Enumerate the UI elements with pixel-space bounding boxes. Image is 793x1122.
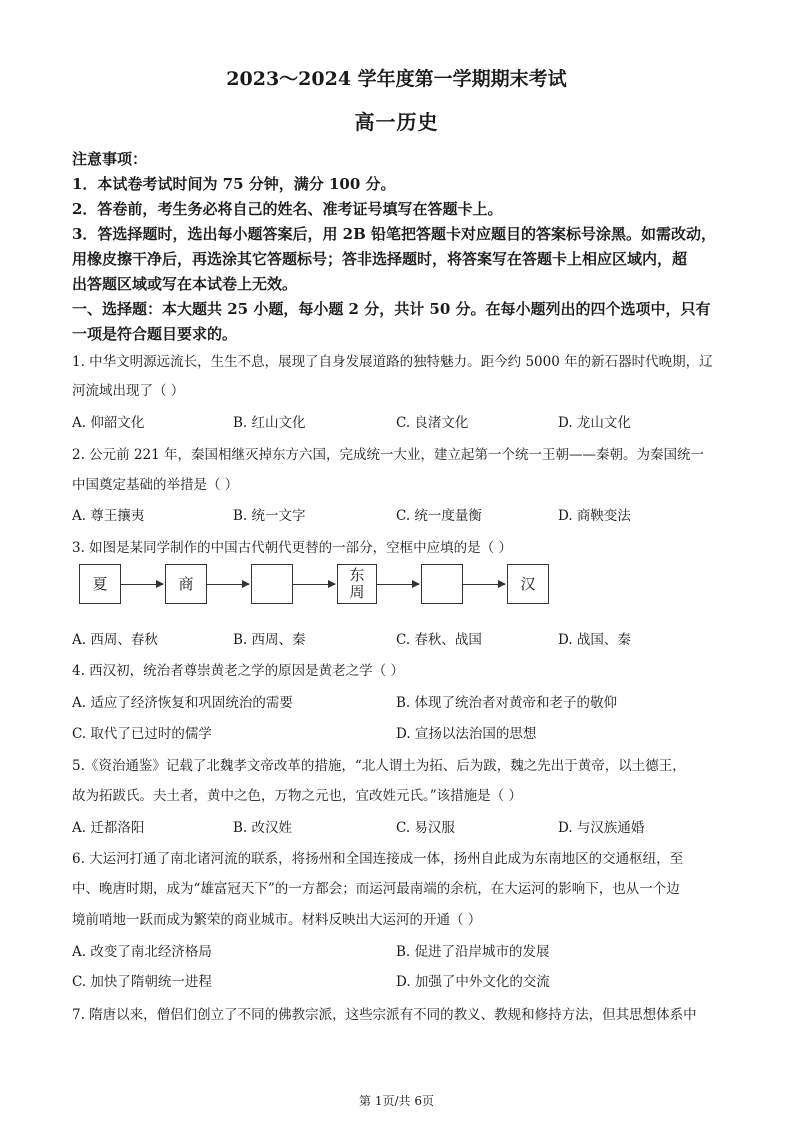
- question-1-option-b: B. 红山文化: [233, 415, 306, 431]
- exam-title: 2023～2024 学年度第一学期期末考试: [226, 68, 567, 90]
- flow-box-dongzhou: 东周: [337, 564, 377, 604]
- question-5-option-d: D. 与汉族通婚: [558, 820, 645, 836]
- page-footer: 第 1页/共 6页: [359, 1094, 434, 1108]
- question-3-option-d: D. 战国、秦: [558, 632, 631, 648]
- flow-box-blank-2: [421, 564, 463, 604]
- question-7-stem: 7. 隋唐以来，僧侣们创立了不同的佛教宗派，这些宗派有不同的教义、教规和修持方法，但其思想体系中: [72, 1007, 697, 1023]
- question-2-option-b: B. 统一文字: [233, 508, 306, 524]
- question-3-stem: 3. 如图是某同学制作的中国古代朝代更替的一部分，空框中应填的是（ ）: [72, 540, 512, 556]
- question-6-option-a: A. 改变了南北经济格局: [72, 944, 212, 960]
- question-5-option-c: C. 易汉服: [396, 820, 455, 836]
- question-5-option-b: B. 改汉姓: [233, 820, 293, 836]
- question-4-stem: 4. 西汉初，统治者尊崇黄老之学的原因是黄老之学（ ）: [72, 663, 404, 679]
- question-6-option-d: D. 加强了中外文化的交流: [396, 974, 550, 990]
- flow-box-xia: 夏: [79, 564, 121, 604]
- question-1-option-a: A. 仰韶文化: [72, 415, 145, 431]
- question-2-stem: 中国奠定基础的举措是（ ）: [72, 477, 239, 493]
- question-6-stem: 中、晚唐时期，成为“雄富冠天下”的一方都会；而运河最南端的余杭，在大运河的影响下，也从一个边: [72, 881, 680, 897]
- dynasty-flow-diagram: [79, 564, 549, 606]
- question-2-stem: 2. 公元前 221 年，秦国相继灭掉东方六国，完成统一大业，建立起第一个统一王朝——秦朝。为秦国统一: [72, 447, 705, 463]
- flow-arrow: [293, 584, 335, 585]
- notes-line: 1．本试卷考试时间为 75 分钟，满分 100 分。: [72, 175, 396, 193]
- question-3-option-c: C. 春秋、战国: [396, 632, 482, 648]
- question-1-option-d: D. 龙山文化: [558, 415, 631, 431]
- question-6-stem: 境前哨地一跃而成为繁荣的商业城市。材料反映出大运河的开通（ ）: [72, 912, 482, 928]
- question-4-option-c: C. 取代了已过时的儒学: [72, 726, 212, 742]
- question-2-option-a: A. 尊王攘夷: [72, 508, 145, 524]
- question-3-option-b: B. 西周、秦: [233, 632, 306, 648]
- flow-box-blank-1: [251, 564, 293, 604]
- question-3-option-a: A. 西周、春秋: [72, 632, 158, 648]
- flow-box-han: 汉: [507, 564, 549, 604]
- question-1-stem: 河流域出现了（ ）: [72, 383, 185, 399]
- notes-line: 3．答选择题时，选出每小题答案后，用 2B 铅笔把答题卡对应题目的答案标号涂黑。如需改动，: [72, 225, 717, 243]
- flow-arrow: [377, 584, 419, 585]
- flow-arrow: [207, 584, 249, 585]
- notes-line: 2．答卷前，考生务必将自己的姓名、准考证号填写在答题卡上。: [72, 200, 503, 218]
- question-1-stem: 1. 中华文明源远流长，生生不息，展现了自身发展道路的独特魅力。距今约 5000 年的新石器时代晚期，辽: [72, 354, 713, 370]
- question-4-option-b: B. 体现了统治者对黄帝和老子的敬仰: [396, 695, 618, 711]
- flow-arrow: [121, 584, 163, 585]
- notes-line: 用橡皮擦干净后，再选涂其它答题标号；答非选择题时，将答案写在答题卡上相应区域内，超: [72, 250, 688, 268]
- question-6-stem: 6. 大运河打通了南北诸河流的联系，将扬州和全国连接成一体，扬州自此成为东南地区的交通枢纽，至: [72, 851, 684, 867]
- question-2-option-c: C. 统一度量衡: [396, 508, 482, 524]
- section-heading: 一项是符合题目要求的。: [72, 325, 238, 343]
- question-4-option-a: A. 适应了经济恢复和巩固统治的需要: [72, 695, 293, 711]
- question-5-stem: 5.《资治通鉴》记载了北魏孝文帝改革的措施，“北人谓土为拓、后为跋，魏之先出于黄帝，以土德王，: [72, 758, 686, 774]
- flow-arrow: [463, 584, 505, 585]
- question-6-option-b: B. 促进了沿岸城市的发展: [396, 944, 550, 960]
- exam-subject: 高一历史: [354, 110, 439, 134]
- section-heading: 一、选择题：本大题共 25 小题，每小题 2 分，共计 50 分。在每小题列出的四个选项中，只有: [72, 300, 711, 318]
- question-1-option-c: C. 良渚文化: [396, 415, 469, 431]
- question-5-stem: 故为拓跋氏。夫土者，黄中之色，万物之元也，宜改姓元氏。”该措施是（ ）: [72, 788, 522, 804]
- notes-line: 出答题区域或写在本试卷上无效。: [72, 275, 298, 293]
- notes-heading: 注意事项：: [72, 150, 148, 168]
- question-2-option-d: D. 商鞅变法: [558, 508, 631, 524]
- question-6-option-c: C. 加快了隋朝统一进程: [72, 974, 212, 990]
- question-4-option-d: D. 宣扬以法治国的思想: [396, 726, 537, 742]
- question-5-option-a: A. 迁都洛阳: [72, 820, 145, 836]
- flow-box-shang: 商: [165, 564, 207, 604]
